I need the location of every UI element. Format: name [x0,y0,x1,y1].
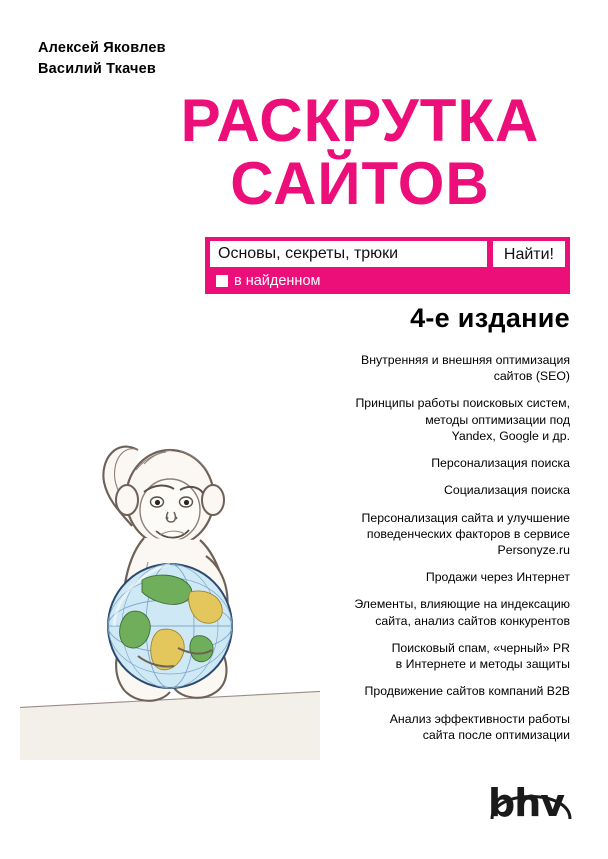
feature-line: методы оптимизации под [425,412,570,427]
feature-line: Персонализация сайта и улучшение [361,510,570,525]
feature-line: поведенческих факторов в сервисе [366,526,570,541]
feature-line: Персонализация поиска [431,456,570,471]
feature-line: Personyze.ru [497,542,570,557]
feature-item [300,596,570,628]
book-title-line-1: РАСКРУТКА [180,87,540,154]
feature-line: Yandex, Google и др. [451,428,570,443]
search-bar-graphic [205,237,570,294]
feature-list [300,352,570,754]
feature-item [300,482,570,498]
feature-item [300,395,570,444]
search-row [210,241,565,267]
search-button[interactable]: Найти! [493,241,565,267]
authors-block [38,38,166,80]
edition-label: 4-е издание [410,303,570,333]
feature-item [300,569,570,585]
author-name-2: Василий Ткачев [38,61,157,78]
feature-item [300,455,570,471]
feature-line: сайта после оптимизации [422,727,570,742]
feature-item [300,683,570,699]
checkbox-icon[interactable] [216,275,228,287]
feature-line: Поисковый спам, «черный» PR [391,640,570,655]
book-title-line-2: САЙТОВ [230,149,490,217]
feature-line: в Интернете и методы защиты [395,657,570,672]
search-options-row [210,270,565,292]
feature-line: Продвижение сайтов компаний B2B [364,684,570,699]
feature-line: сайтов (SEO) [493,369,570,384]
feature-line: Элементы, влияющие на индексацию [354,597,570,612]
feature-line: Анализ эффективности работы [389,711,570,726]
search-in-results-label: в найденном [234,273,321,289]
feature-item [300,510,570,559]
monkey-with-globe-drawing [20,330,320,760]
search-input[interactable]: Основы, секреты, трюки [210,241,487,267]
feature-line: сайта, анализ сайтов конкурентов [375,613,570,628]
publisher-logo-text: bhv [488,781,565,825]
feature-item [300,352,570,384]
feature-item [300,711,570,743]
feature-line: Принципы работы поисковых систем, [355,396,570,411]
author-name-1: Алексей Яковлев [38,40,166,56]
feature-line: Социализация поиска [444,483,570,498]
title-block [150,87,570,217]
logo-arc-icon [488,779,574,827]
publisher-logo [488,777,574,829]
cover-illustration [20,330,320,760]
feature-item [300,640,570,672]
feature-line: Продажи через Интернет [425,570,570,585]
feature-line: Внутренняя и внешняя оптимизация [361,353,570,367]
